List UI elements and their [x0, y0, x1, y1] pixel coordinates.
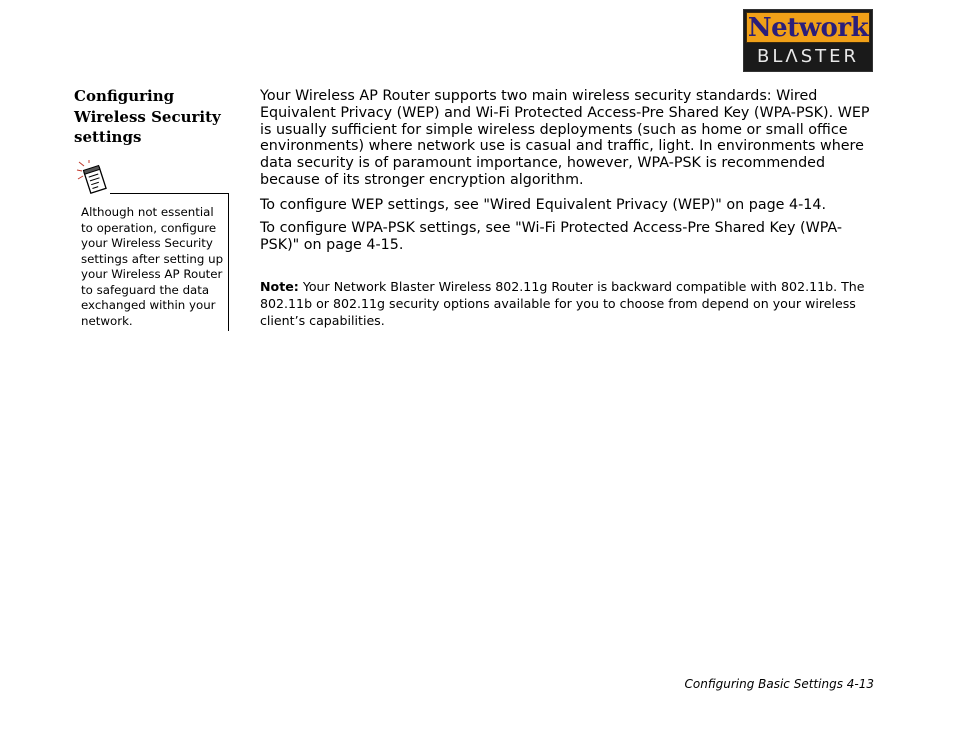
sidenote-top-rule [110, 193, 229, 194]
note-pad-icon [76, 160, 112, 196]
logo-network-text: Network [747, 13, 869, 43]
section-heading: Configuring Wireless Security settings [74, 87, 221, 146]
note-text: Your Network Blaster Wireless 802.11g Router is backward compatible with 802.11b. The 802.11b or 802.11g security options available for you to choose from depend on your wireless client’s capabilities. [260, 279, 865, 328]
sidenote-text: Although not essential to operation, configure your Wireless Security settings after setting up your Wireless AP Router to safeguard the data exchanged within your network. [81, 205, 224, 328]
body-paragraph-wep-link: To configure WEP settings, see "Wired Equivalent Privacy (WEP)" on page 4-14. [260, 197, 826, 213]
body-paragraph-security-standards: Your Wireless AP Router supports two main wireless security standards: Wired Equivalent Privacy (WEP) and Wi-Fi Protected Access-Pre Shared Key (WPA-PSK). WEP is usually sufficient for simple wireless deployments (such as home or small office environments) where network use is casual and traffic, light. In environments where data security is of paramount importance, however, WPA-PSK is recommended because of its stronger encryption algorithm. [260, 88, 870, 188]
logo-network-panel [746, 12, 870, 43]
network-blaster-logo [743, 9, 873, 72]
body-paragraph-wpa-link: To configure WPA-PSK settings, see "Wi-Fi Protected Access-Pre Shared Key (WPA-PSK)" on page 4-15. [260, 220, 843, 253]
logo-blaster-text: BLΛSTER [757, 46, 859, 67]
sidenote-right-rule [228, 193, 229, 331]
note-paragraph [260, 278, 875, 329]
note-label: Note: [260, 279, 299, 294]
page-footer: Configuring Basic Settings 4-13 [684, 677, 874, 691]
